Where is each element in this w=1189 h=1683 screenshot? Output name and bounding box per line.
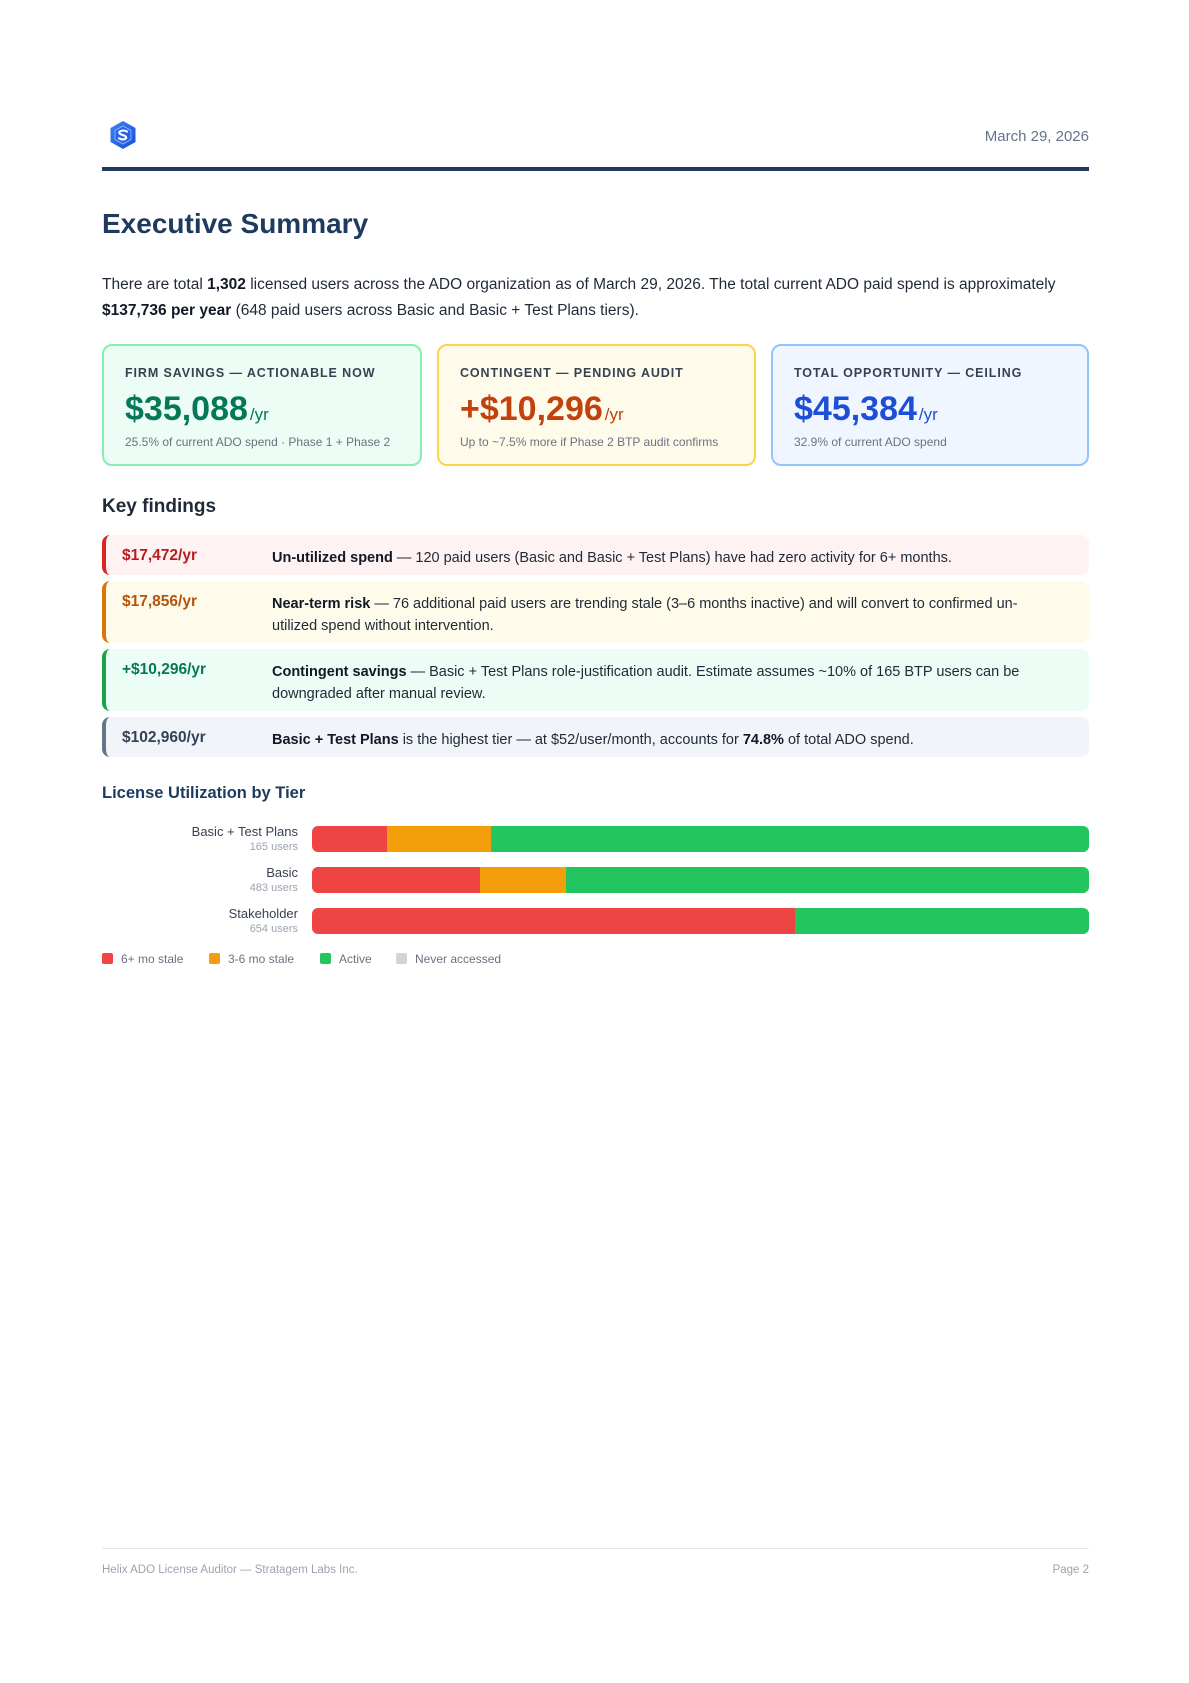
helix-hexagon-logo-icon — [108, 120, 138, 150]
legend-item — [209, 952, 294, 966]
finding-item — [102, 581, 1089, 643]
card-amount: $45,384 — [794, 390, 917, 428]
card-subtext: 25.5% of current ADO spend · Phase 1 + Phase 2 — [125, 435, 391, 449]
tier-bar — [312, 908, 1089, 934]
segment-active — [566, 867, 1089, 893]
savings-cards — [102, 344, 1089, 470]
legend-label: 6+ mo stale — [121, 952, 184, 966]
segment-6mo-stale — [312, 867, 480, 893]
finding-description-end: of total ADO spend. — [783, 732, 914, 748]
finding-text — [272, 717, 1089, 763]
legend-label: Active — [339, 952, 372, 966]
intro-total-users: 1,302 — [207, 276, 246, 293]
segment-6mo-stale — [312, 908, 795, 934]
card-subtext: Up to ~7.5% more if Phase 2 BTP audit confirms — [460, 435, 719, 449]
legend-item — [396, 952, 501, 966]
segment-active — [795, 908, 1089, 934]
intro-text-1: There are total — [102, 276, 208, 293]
footer-credit: Helix ADO License Auditor — Stratagem Labs Inc. — [102, 1564, 358, 1576]
firm-savings-card — [102, 344, 422, 466]
finding-title: Basic + Test Plans — [272, 732, 399, 748]
intro-total-spend: $137,736 per year — [102, 302, 232, 319]
tier-name: Basic — [266, 865, 298, 880]
finding-description: — 120 paid users (Basic and Basic + Test Plans) have had zero activity for 6+ months. — [392, 550, 952, 566]
contingent-savings-card — [437, 344, 756, 466]
page-header — [102, 116, 1089, 172]
finding-text — [272, 581, 1089, 649]
card-unit: /yr — [249, 405, 269, 424]
finding-item — [102, 535, 1089, 575]
key-findings-heading: Key findings — [102, 496, 217, 517]
tier-name: Stakeholder — [228, 906, 298, 921]
tier-label — [102, 865, 298, 896]
card-unit: /yr — [604, 405, 624, 424]
finding-highlight: 74.8% — [742, 732, 784, 748]
card-amount: +$10,296 — [460, 390, 603, 428]
intro-text-2: licensed users across the ADO organization as of March 29, 2026. The total current ADO paid spend is approximately — [245, 276, 1056, 293]
card-subtext: 32.9% of current ADO spend — [794, 435, 947, 449]
tier-bar — [312, 867, 1089, 893]
finding-amount: $102,960/yr — [122, 729, 206, 746]
segment-3-6mo-stale — [387, 826, 490, 852]
finding-description: is the highest tier — at $52/user/month, accounts for — [398, 732, 743, 748]
tier-name: Basic + Test Plans — [191, 824, 298, 839]
finding-title: Contingent savings — [272, 664, 407, 680]
finding-title: Un-utilized spend — [272, 550, 393, 566]
finding-amount: $17,856/yr — [122, 593, 197, 610]
key-findings-list — [102, 535, 1089, 763]
segment-active — [491, 826, 1089, 852]
finding-amount: $17,472/yr — [122, 547, 197, 564]
total-opportunity-card — [771, 344, 1089, 466]
intro-text-3: (648 paid users across Basic and Basic + Test Plans tiers). — [231, 302, 639, 319]
footer-rule — [102, 1548, 1089, 1549]
card-label: FIRM SAVINGS — ACTIONABLE NOW — [125, 366, 376, 380]
tier-label — [102, 906, 298, 937]
legend-swatch — [396, 953, 407, 964]
card-unit: /yr — [918, 405, 938, 424]
legend-label: Never accessed — [415, 952, 502, 966]
finding-amount: +$10,296/yr — [122, 661, 207, 678]
tier-count: 483 users — [249, 882, 298, 894]
finding-title: Near-term risk — [272, 596, 371, 612]
card-label: TOTAL OPPORTUNITY — CEILING — [794, 366, 1023, 380]
finding-item — [102, 649, 1089, 711]
finding-description: — 76 additional paid users are trending stale (3–6 months inactive) and will convert to confirmed un-utilized spend without intervention. — [272, 596, 1018, 634]
page-number: Page 2 — [1052, 1564, 1089, 1576]
finding-text — [272, 535, 1089, 581]
legend-swatch — [102, 953, 113, 964]
header-rule — [102, 167, 1089, 171]
finding-text — [272, 649, 1089, 717]
tier-label — [102, 824, 298, 855]
legend-swatch — [320, 953, 331, 964]
license-utilization-chart — [102, 824, 1089, 934]
legend-swatch — [209, 953, 220, 964]
utilization-heading: License Utilization by Tier — [102, 784, 306, 802]
finding-item — [102, 717, 1089, 757]
tier-count: 165 users — [249, 841, 298, 853]
legend-item — [320, 952, 372, 966]
tier-count: 654 users — [249, 923, 298, 935]
card-amount: $35,088 — [125, 390, 248, 428]
finding-description: — Basic + Test Plans role-justification audit. Estimate assumes ~10% of 165 BTP users can be downgraded after manual review. — [272, 664, 1020, 702]
intro-paragraph — [102, 272, 1089, 324]
card-label: CONTINGENT — PENDING AUDIT — [460, 366, 684, 380]
tier-bar — [312, 826, 1089, 852]
report-date: March 29, 2026 — [984, 128, 1089, 145]
report-page — [102, 0, 1089, 1683]
segment-3-6mo-stale — [480, 867, 566, 893]
page-title: Executive Summary — [102, 208, 369, 239]
legend-item — [102, 952, 183, 966]
legend-label: 3-6 mo stale — [228, 952, 295, 966]
segment-6mo-stale — [312, 826, 387, 852]
